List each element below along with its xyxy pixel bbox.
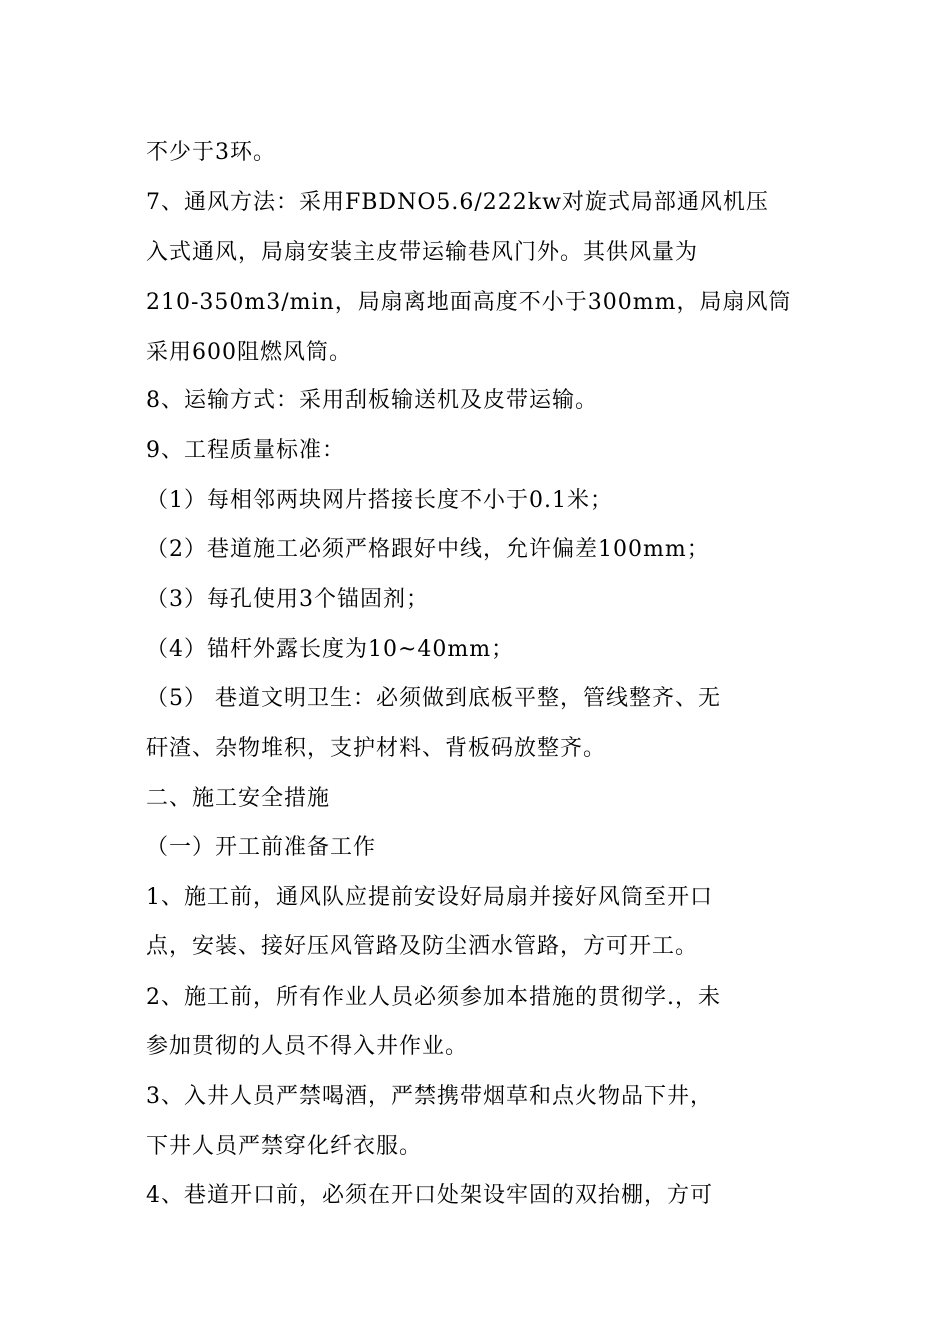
text-line: 1、施工前，通风队应提前安设好局扇并接好风筒至开口 bbox=[146, 885, 713, 910]
list-item: （4）锚杆外露长度为10~40mm； bbox=[146, 637, 515, 662]
text-line: 入式通风，局扇安装主皮带运输巷风门外。其供风量为 bbox=[146, 240, 699, 265]
text-line: 7、通风方法：采用FBDNO5.6/222kw对旋式局部通风机压 bbox=[146, 190, 769, 215]
text-line: 3、入井人员严禁喝酒，严禁携带烟草和点火物品下井， bbox=[146, 1084, 713, 1109]
text-line: 不少于3环。 bbox=[146, 140, 276, 165]
text-line: 2、施工前，所有作业人员必须参加本措施的贯彻学.，未 bbox=[146, 985, 721, 1010]
section-heading: 二、施工安全措施 bbox=[146, 786, 331, 811]
text-line: 点，安装、接好压风管路及防尘洒水管路，方可开工。 bbox=[146, 934, 699, 959]
list-item: （1）每相邻两块网片搭接长度不小于0.1米； bbox=[146, 488, 613, 513]
text-line: 210-350m3/min，局扇离地面高度不小于300mm，局扇风筒 bbox=[146, 290, 792, 315]
text-line: 下井人员严禁穿化纤衣服。 bbox=[146, 1134, 423, 1159]
subsection-heading: （一）开工前准备工作 bbox=[146, 835, 377, 860]
text-line: 4、巷道开口前，必须在开口处架设牢固的双抬棚，方可 bbox=[146, 1183, 713, 1208]
text-line: 矸渣、杂物堆积，支护材料、背板码放整齐。 bbox=[146, 736, 607, 761]
list-item: （2）巷道施工必须严格跟好中线，允许偏差100mm； bbox=[146, 537, 710, 562]
list-item: （5） 巷道文明卫生：必须做到底板平整，管线整齐、无 bbox=[146, 686, 721, 711]
text-line: 8、运输方式：采用刮板输送机及皮带运输。 bbox=[146, 388, 598, 413]
list-item: （3）每孔使用3个锚固剂； bbox=[146, 587, 429, 612]
text-line: 采用600阻燃风筒。 bbox=[146, 340, 352, 365]
text-line: 参加贯彻的人员不得入井作业。 bbox=[146, 1034, 469, 1059]
section-heading: 9、工程质量标准： bbox=[146, 438, 345, 463]
